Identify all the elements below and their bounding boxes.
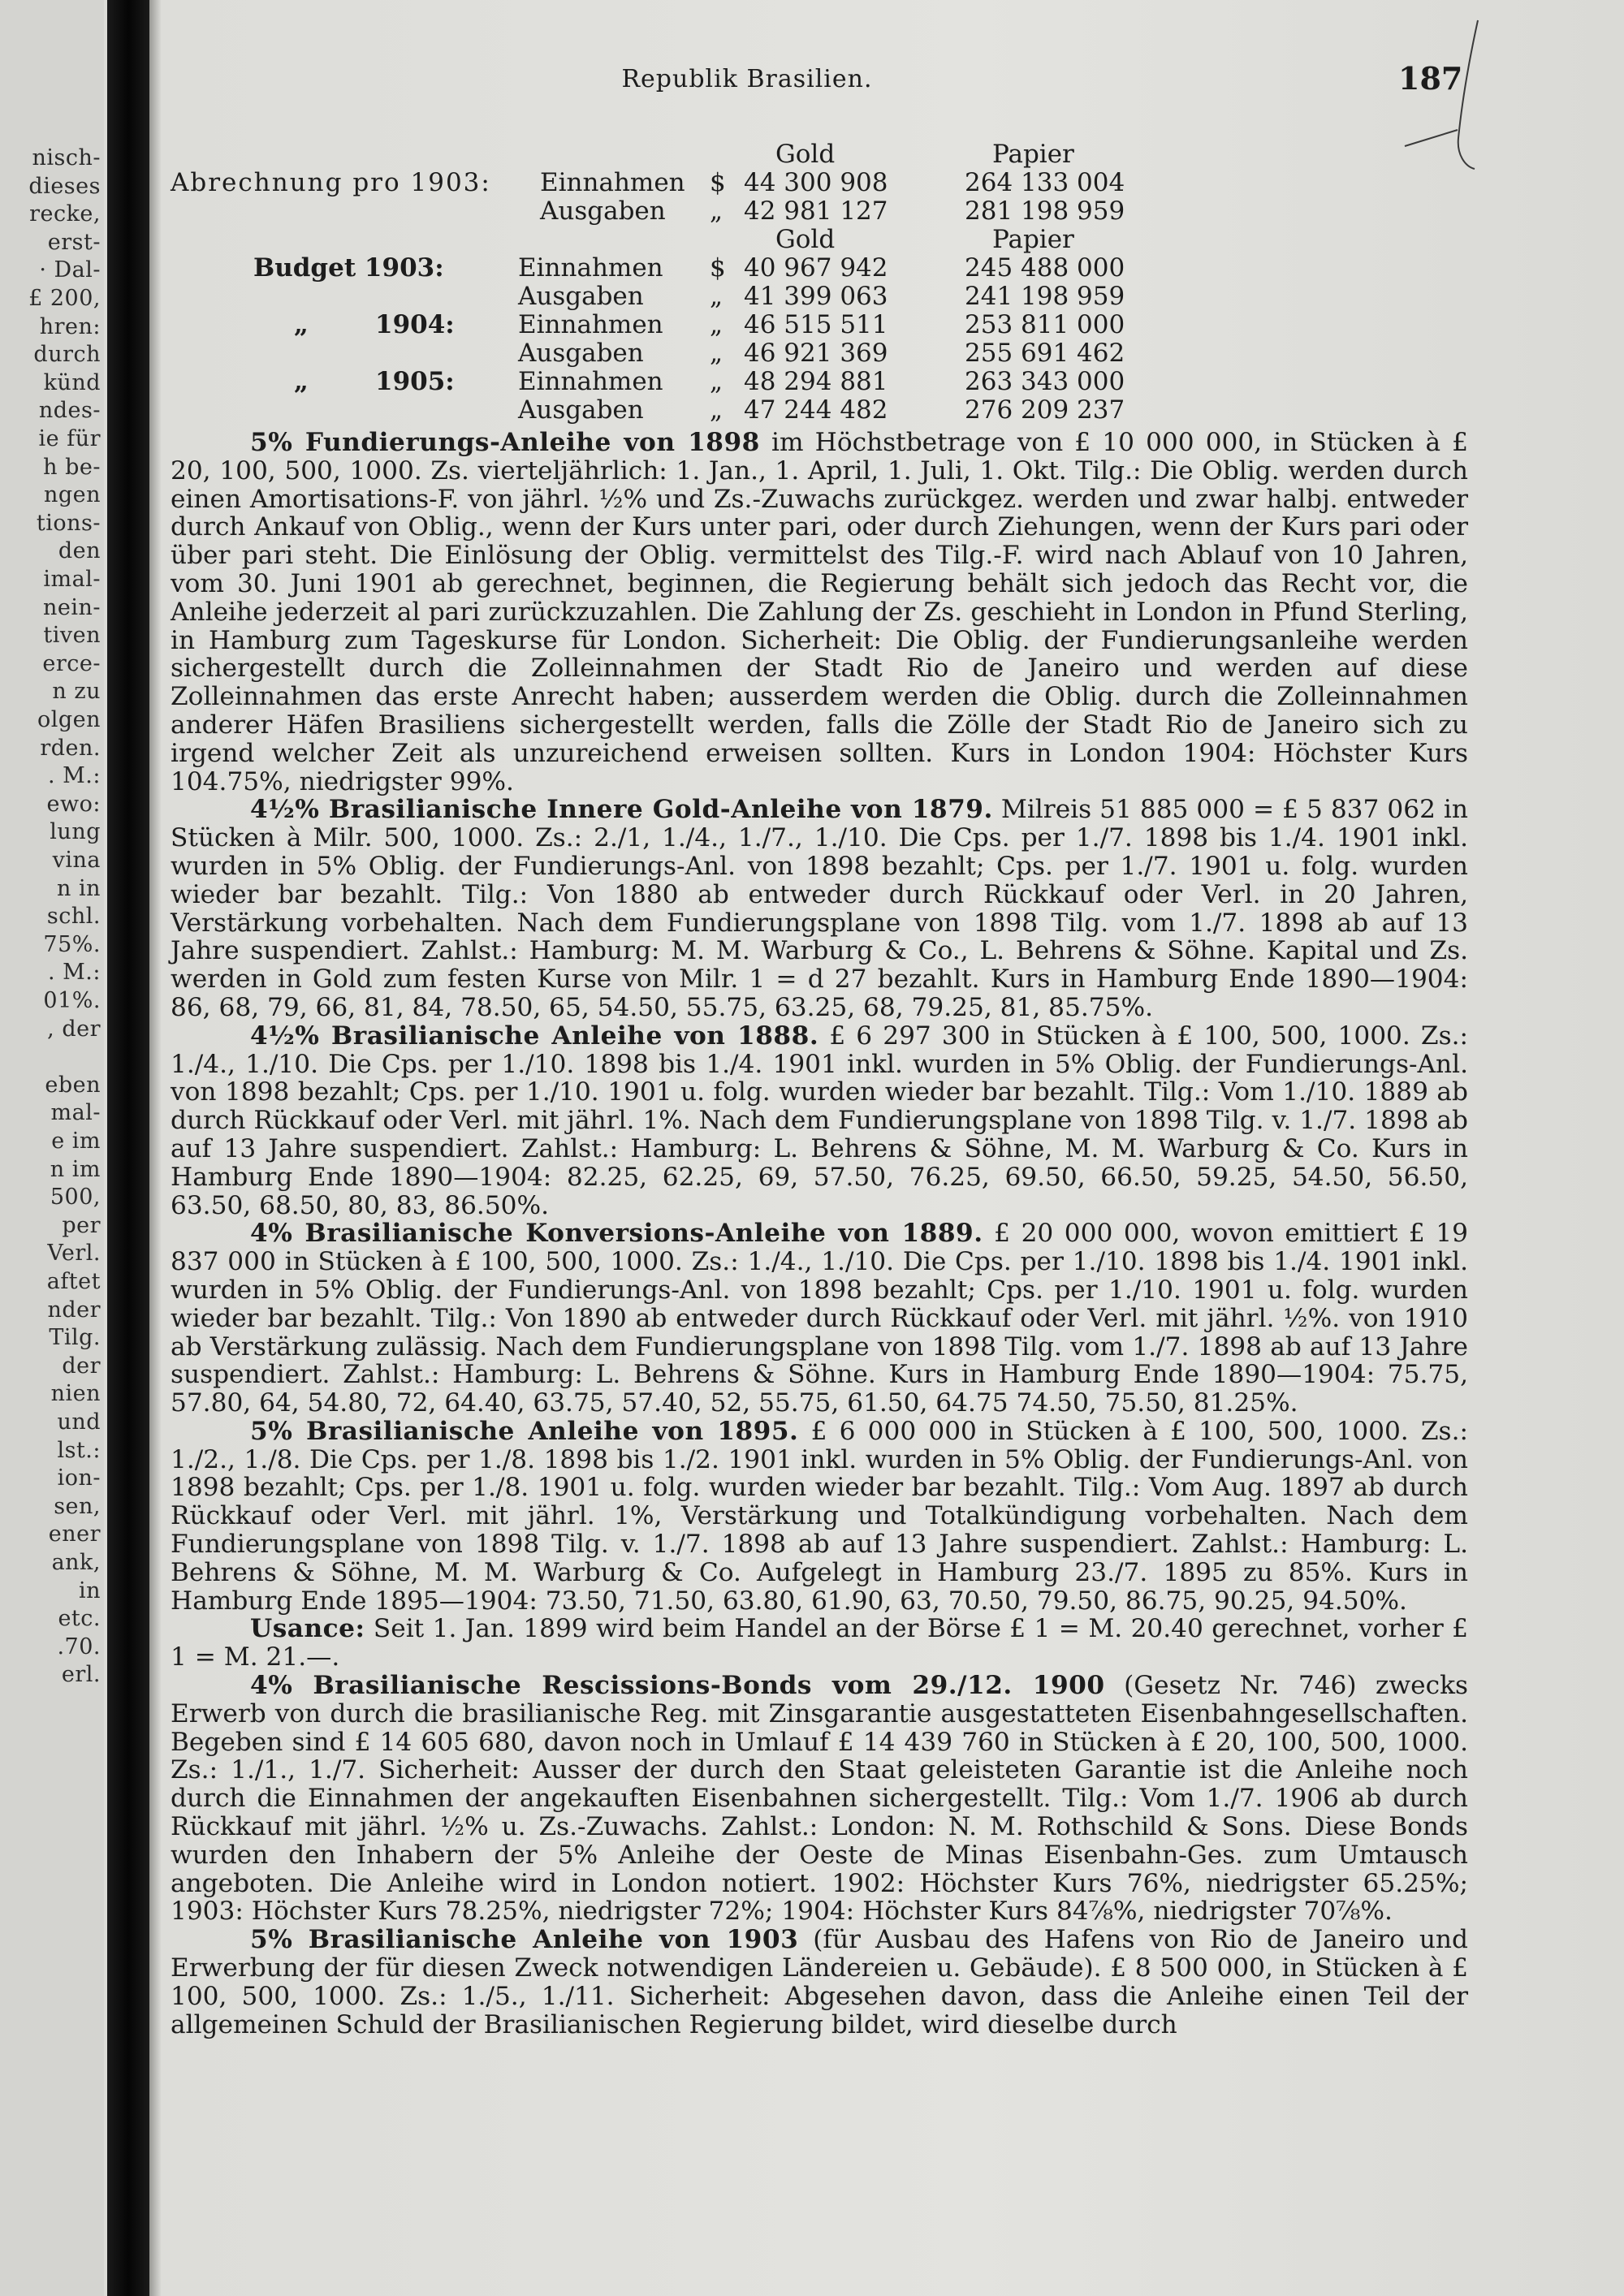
paper-cell: 241 198 959 bbox=[965, 282, 1125, 311]
paper-cell: 264 133 004 bbox=[965, 168, 1125, 197]
left-page-fragment: dieses bbox=[28, 173, 101, 199]
left-page-fragment: aftet bbox=[46, 1269, 101, 1294]
left-page-fragment: £ 200, bbox=[28, 286, 101, 311]
type-cell: Einnahmen bbox=[518, 253, 663, 283]
gold-column-header: Gold bbox=[775, 140, 836, 169]
left-page-fragment: lung bbox=[50, 819, 101, 845]
abrechnung-label: Abrechnung pro 1903: bbox=[171, 168, 491, 197]
currency-cell: „ bbox=[710, 395, 723, 425]
currency-cell: $ bbox=[710, 168, 726, 197]
left-page-fragment: erl. bbox=[61, 1662, 101, 1688]
left-page-fragment: Tilg. bbox=[49, 1325, 101, 1351]
left-page-fragment: nisch- bbox=[32, 145, 101, 170]
table-row bbox=[171, 367, 1145, 395]
left-page-fragment: 500, bbox=[50, 1185, 101, 1211]
left-page-fragment: ie für bbox=[38, 426, 101, 451]
paper-cell: 263 343 000 bbox=[965, 367, 1125, 396]
section-heading: 4½% Brasilianische Innere Gold-Anleihe von 1879. bbox=[250, 795, 993, 825]
left-page-fragment: e im bbox=[51, 1129, 101, 1154]
currency-cell: „ bbox=[710, 339, 723, 368]
left-page-fragment: .70. bbox=[57, 1634, 101, 1659]
left-page-fragment: n zu bbox=[52, 679, 101, 705]
gold-cell: 48 294 881 bbox=[744, 367, 888, 396]
page-number: 187 bbox=[1398, 60, 1463, 97]
left-page-fragment: rden. bbox=[40, 735, 101, 761]
running-header: Republik Brasilien. bbox=[621, 65, 873, 93]
left-page-fragment: olgen bbox=[37, 707, 101, 732]
left-page-fragment: eben bbox=[45, 1072, 101, 1098]
paper-column-header: Papier bbox=[992, 140, 1074, 169]
pencil-mark-icon bbox=[1380, 16, 1502, 179]
left-page-fragment: ewo: bbox=[46, 791, 101, 817]
left-page-fragment: mal- bbox=[50, 1100, 101, 1126]
gold-cell: 40 967 942 bbox=[744, 253, 888, 283]
currency-cell: „ bbox=[710, 282, 723, 311]
table-row bbox=[171, 339, 1145, 367]
table-row bbox=[171, 282, 1145, 310]
left-page-fragment: imal- bbox=[43, 567, 101, 592]
left-page-fragment: . M.: bbox=[48, 763, 101, 789]
left-page-fragment: . M.: bbox=[48, 960, 101, 986]
left-page-fragment: erce- bbox=[42, 650, 101, 676]
left-page-fragment: ener bbox=[48, 1521, 101, 1547]
gold-cell: 44 300 908 bbox=[744, 168, 888, 197]
section-text: Seit 1. Jan. 1899 wird beim Handel an der Börse £ 1 = M. 20.40 gerechnet, vorher £ 1 = M. 21.—. bbox=[171, 1614, 1468, 1672]
left-page-fragment: Verl. bbox=[47, 1241, 101, 1267]
left-page-fragment: nien bbox=[50, 1381, 101, 1407]
section-text: £ 6 000 000 in Stücken à £ 100, 500, 1000. Zs.: 1./2., 1./8. Die Cps. per 1./8. 1898 bis 1./2. 1901 inkl. wurden in 5% Oblig. der Fundierungs-Anl. von 1898 bezahlt; Cps. per 1./8. 1901 u. folg. wurden wieder bar bezahlt. Tilg.: Vom Aug. 1897 ab durch Rückkauf oder Verl. mit jährl. 1%, Verstärkung und Totalkündigung vorbehalten. Nach dem Fundierungsplane von 1898 Tilg. v. 1./7. 1898 ab auf 13 Jahre suspendiert. Zahlst.: Hamburg: L. Behrens & Söhne, M. M. Warburg & Co. Aufgelegt in Hamburg 23./7. 1895 zu 85%. Kurs in Hamburg Ende 1895—1904: 73.50, 71.50, 63.80, 61.90, 63, 70.50, 79.50, 86.75, 90.25, 94.50%. bbox=[171, 1416, 1468, 1616]
table-header-row bbox=[171, 140, 1145, 168]
left-page-fragment: ngen bbox=[43, 482, 101, 508]
section-paragraph bbox=[171, 1022, 1468, 1220]
year-cell: 1904: bbox=[375, 310, 455, 339]
gold-column-header: Gold bbox=[775, 225, 836, 254]
ditto-mark: „ bbox=[294, 367, 309, 396]
gutter-shadow bbox=[149, 0, 161, 2296]
left-page-fragment: vina bbox=[52, 848, 101, 873]
left-page-fragment: den bbox=[58, 538, 101, 564]
left-page-fragment: und bbox=[57, 1409, 101, 1435]
left-page-fragment: n im bbox=[50, 1156, 101, 1182]
gold-cell: 46 921 369 bbox=[744, 339, 888, 368]
table-row bbox=[171, 168, 1145, 196]
currency-cell: $ bbox=[710, 253, 726, 283]
table-header-row bbox=[171, 225, 1145, 253]
budget-table bbox=[171, 140, 1145, 424]
gold-cell: 41 399 063 bbox=[744, 282, 888, 311]
gold-cell: 42 981 127 bbox=[744, 196, 888, 226]
left-page-fragment: schl. bbox=[46, 904, 101, 930]
table-row bbox=[171, 395, 1145, 424]
paper-cell: 245 488 000 bbox=[965, 253, 1125, 283]
section-paragraph bbox=[171, 1418, 1468, 1616]
type-cell: Einnahmen bbox=[518, 367, 663, 396]
paper-cell: 255 691 462 bbox=[965, 339, 1125, 368]
section-heading: 4% Brasilianische Konversions-Anleihe von 1889. bbox=[250, 1219, 983, 1249]
section-paragraph bbox=[171, 796, 1468, 1021]
section-heading: 4% Brasilianische Rescissions-Bonds vom 29./12. 1900 bbox=[250, 1671, 1105, 1701]
paper-cell: 253 811 000 bbox=[965, 310, 1125, 339]
section-text: (Gesetz Nr. 746) zwecks Erwerb von durch die brasilianische Reg. mit Zinsgarantie ausgestatteten Eisenbahngesellschaften. Begeben sind £ 14 605 680, davon noch in Umlauf £ 14 439 760 in Stücken à £ 20, 100, 500, 1000. Zs.: 1./1., 1./7. Sicherheit: Ausser der durch den Staat geleisteten Garantie ist die Anleihe noch durch die Einnahmen der angekauften Eisenbahnen sichergestellt. Tilg.: Vom 1./7. 1906 ab durch Rückkauf mit jährl. ½% u. Zs.-Zuwachs. Zahlst.: London: N. M. Rothschild & Sons. Diese Bonds wurden den Inhabern der 5% Anleihe der Oeste de Minas Eisenbahn-Ges. zum Umtausch angeboten. Die Anleihe wird in London notiert. 1902: Höchster Kurs 76%, niedrigster 65.25%; 1903: Höchster Kurs 78.25%, niedrigster 72%; 1904: Höchster Kurs 84⅞%, niedrigster 70⅞%. bbox=[171, 1671, 1468, 1927]
left-page-fragment: n in bbox=[57, 875, 101, 901]
left-page-fragment: sen, bbox=[54, 1493, 101, 1519]
section-paragraph bbox=[171, 1219, 1468, 1418]
section-text: (für Ausbau des Hafens von Rio de Janeiro und Erwerbung der für diesen Zweck notwendigen Ländereien u. Gebäude). £ 8 500 000, in Stücken à £ 100, 500, 1000. Zs.: 1./5., 1./11. Sicherheit: Abgesehen davon, dass die Anleihe einen Teil der allgemeinen Schuld der Brasilianischen Regierung bildet, wird dieselbe durch bbox=[171, 1925, 1468, 2039]
section-heading: 5% Fundierungs-Anleihe von 1898 bbox=[250, 428, 760, 457]
section-text: Milreis 51 885 000 = £ 5 837 062 in Stücken à Milr. 500, 1000. Zs.: 2./1, 1./4., 1./7., 1./10. Die Cps. per 1./7. 1898 bis 1./4. 1901 inkl. wurden in 5% Oblig. der Fundierungs-Anl. von 1898 bezahlt; Cps. per 1./7. 1901 u. folg. wurden wieder bar bezahlt. Tilg.: Von 1880 ab entweder durch Rückkauf oder Verl. in 20 Jahren, Verstärkung vorbehalten. Nach dem Fundierungsplane von 1898 Tilg. vom 1./7. 1898 ab auf 13 Jahre suspendiert. Zahlst.: Hamburg: M. M. Warburg & Co., L. Behrens & Söhne. Kapital und Zs. werden in Gold zum festen Kurse von Milr. 1 = d 27 bezahlt. Kurs in Hamburg Ende 1890—1904: 86, 68, 79, 66, 81, 84, 78.50, 65, 54.50, 55.75, 63.25, 68, 79.25, 81, 85.75%. bbox=[171, 795, 1468, 1022]
gold-cell: 46 515 511 bbox=[744, 310, 888, 339]
budget-label: Budget 1903: bbox=[253, 253, 444, 283]
type-cell: Ausgaben bbox=[518, 395, 644, 425]
section-text: im Höchstbetrage von £ 10 000 000, in Stücken à £ 20, 100, 500, 1000. Zs. vierteljährlich: 1. Jan., 1. April, 1. Juli, 1. Okt. Tilg.: Die Oblig. werden durch einen Amortisations-F. von jährl. ½% und Zs.-Zuwachs zurückgez. werden und zwar halbj. entweder durch Ankauf von Oblig., wenn der Kurs unter pari, oder durch Ziehungen, wenn der Kurs pari oder über pari steht. Die Einlösung der Oblig. vermittelst des Tilg.-F. wird nach Ablauf von 10 Jahren, vom 30. Juni 1901 ab gerechnet, beginnen, die Regierung behält sich jedoch das Recht vor, die Anleihe jederzeit al pari zurückzuzahlen. Die Zahlung der Zs. geschieht in London in Pfund Sterling, in Hamburg zum Tageskurse für London. Sicherheit: Die Oblig. der Fundierungsanleihe werden sichergestellt durch die Zolleinnahmen der Stadt Rio de Janeiro und werden auf diese Zolleinnahmen das erste Anrecht haben; ausserdem werden die Oblig. durch die Zolleinnahmen anderer Häfen Brasiliens sichergestellt werden, falls die Zölle der Stadt Rio de Janeiro sich zu irgend welcher Zeit als unzureichend erweisen sollten. Kurs in London 1904: Höchster Kurs 104.75%, niedrigster 99%. bbox=[171, 428, 1469, 796]
left-page-fragment: ank, bbox=[51, 1550, 101, 1575]
left-page-fragment: tiven bbox=[43, 623, 101, 649]
table-row bbox=[171, 196, 1145, 225]
paper-cell: 281 198 959 bbox=[965, 196, 1125, 226]
left-page-fragment: künd bbox=[43, 369, 101, 395]
section-text: £ 20 000 000, wovon emittiert £ 19 837 000 in Stücken à £ 100, 500, 1000. Zs.: 1./4., 1./10. Die Cps. per 1./10. 1898 bis 1./4. 1901 inkl. wurden in 5% Oblig. der Fundierungs-Anl. von 1898 bezahlt; Cps. per 1./10. 1901 u. folg. wurden wieder bar bezahlt. Tilg.: Von 1890 ab entweder durch Rückkauf oder Verl. mit jährl. ½%. von 1910 ab Verstärkung zulässig. Nach dem Fundierungsplane von 1898 Tilg. vom 1./7. 1898 ab auf 13 Jahre suspendiert. Zahlst.: Hamburg: L. Behrens & Söhne. Kurs in Hamburg Ende 1890—1904: 75.75, 57.80, 64, 54.80, 72, 64.40, 63.75, 57.40, 52, 55.75, 61.50, 64.75 74.50, 75.50, 81.25%. bbox=[171, 1219, 1468, 1418]
paper-column-header: Papier bbox=[992, 225, 1074, 254]
left-page-fragment: lst.: bbox=[57, 1437, 101, 1463]
currency-cell: „ bbox=[710, 196, 723, 226]
type-cell: Ausgaben bbox=[518, 339, 644, 368]
year-cell: 1905: bbox=[375, 367, 455, 396]
body-text bbox=[171, 429, 1468, 2039]
section-paragraph bbox=[171, 1926, 1468, 2039]
section-paragraph bbox=[171, 1672, 1468, 1926]
left-page-fragment: nder bbox=[47, 1297, 101, 1323]
section-heading: 5% Brasilianische Anleihe von 1895. bbox=[250, 1416, 799, 1446]
left-page-fragment: , der bbox=[47, 1016, 101, 1042]
section-paragraph bbox=[171, 1615, 1468, 1672]
paper-cell: 276 209 237 bbox=[965, 395, 1125, 425]
left-page-fragment: durch bbox=[33, 342, 101, 368]
left-page-fragment: tions- bbox=[36, 510, 101, 536]
left-page-fragment: recke, bbox=[29, 201, 101, 227]
section-heading: 4½% Brasilianische Anleihe von 1888. bbox=[250, 1021, 819, 1051]
left-page-fragment: ndes- bbox=[38, 398, 101, 424]
currency-cell: „ bbox=[710, 367, 723, 396]
type-cell: Ausgaben bbox=[518, 282, 644, 311]
left-page-fragment: 75%. bbox=[43, 931, 101, 957]
table-row bbox=[171, 310, 1145, 339]
left-page-fragment: 01%. bbox=[43, 988, 101, 1013]
ditto-mark: „ bbox=[294, 310, 309, 339]
left-page-fragment: etc. bbox=[58, 1606, 101, 1632]
left-page-fragment: per bbox=[62, 1212, 101, 1238]
left-page-fragment: in bbox=[78, 1577, 101, 1603]
left-page-fragment: · Dal- bbox=[39, 257, 101, 283]
type-cell: Einnahmen bbox=[518, 310, 663, 339]
left-page-fragment: nein- bbox=[42, 594, 101, 620]
type-cell: Einnahmen bbox=[540, 168, 685, 197]
section-text: £ 6 297 300 in Stücken à £ 100, 500, 1000. Zs.: 1./4., 1./10. Die Cps. per 1./10. 1898 bis 1./4. 1901 inkl. wurden in 5% Oblig. der Fundierungs-Anl. von 1898 bezahlt; Cps. per 1./10. 1901 u. folg. wurden wieder bar bezahlt. Tilg.: Vom 1./10. 1889 ab durch Rückkauf oder Verl. mit jährl. 1%. Nach dem Fundierungsplane von 1898 Tilg. v. 1./7. 1898 ab auf 13 Jahre suspendiert. Zahlst.: Hamburg: L. Behrens & Söhne, M. M. Warburg & Co. Kurs in Hamburg Ende 1890—1904: 82.25, 62.25, 69, 57.50, 76.25, 69.50, 66.50, 59.25, 54.50, 56.50, 63.50, 68.50, 80, 83, 86.50%. bbox=[171, 1021, 1469, 1220]
left-page-fragment: h be- bbox=[43, 454, 101, 480]
section-heading: 5% Brasilianische Anleihe von 1903 bbox=[250, 1925, 799, 1955]
left-page-fragment: der bbox=[62, 1353, 101, 1379]
table-row bbox=[171, 253, 1145, 282]
type-cell: Ausgaben bbox=[540, 196, 666, 226]
adjacent-page-fragment bbox=[0, 0, 104, 2296]
left-page-fragment: hren: bbox=[39, 313, 101, 339]
currency-cell: „ bbox=[710, 310, 723, 339]
section-paragraph bbox=[171, 429, 1468, 796]
book-gutter bbox=[107, 0, 149, 2296]
left-page-fragment: ion- bbox=[57, 1465, 101, 1491]
left-page-fragment: erst- bbox=[47, 229, 101, 255]
section-heading: Usance: bbox=[250, 1614, 365, 1644]
gold-cell: 47 244 482 bbox=[744, 395, 888, 425]
